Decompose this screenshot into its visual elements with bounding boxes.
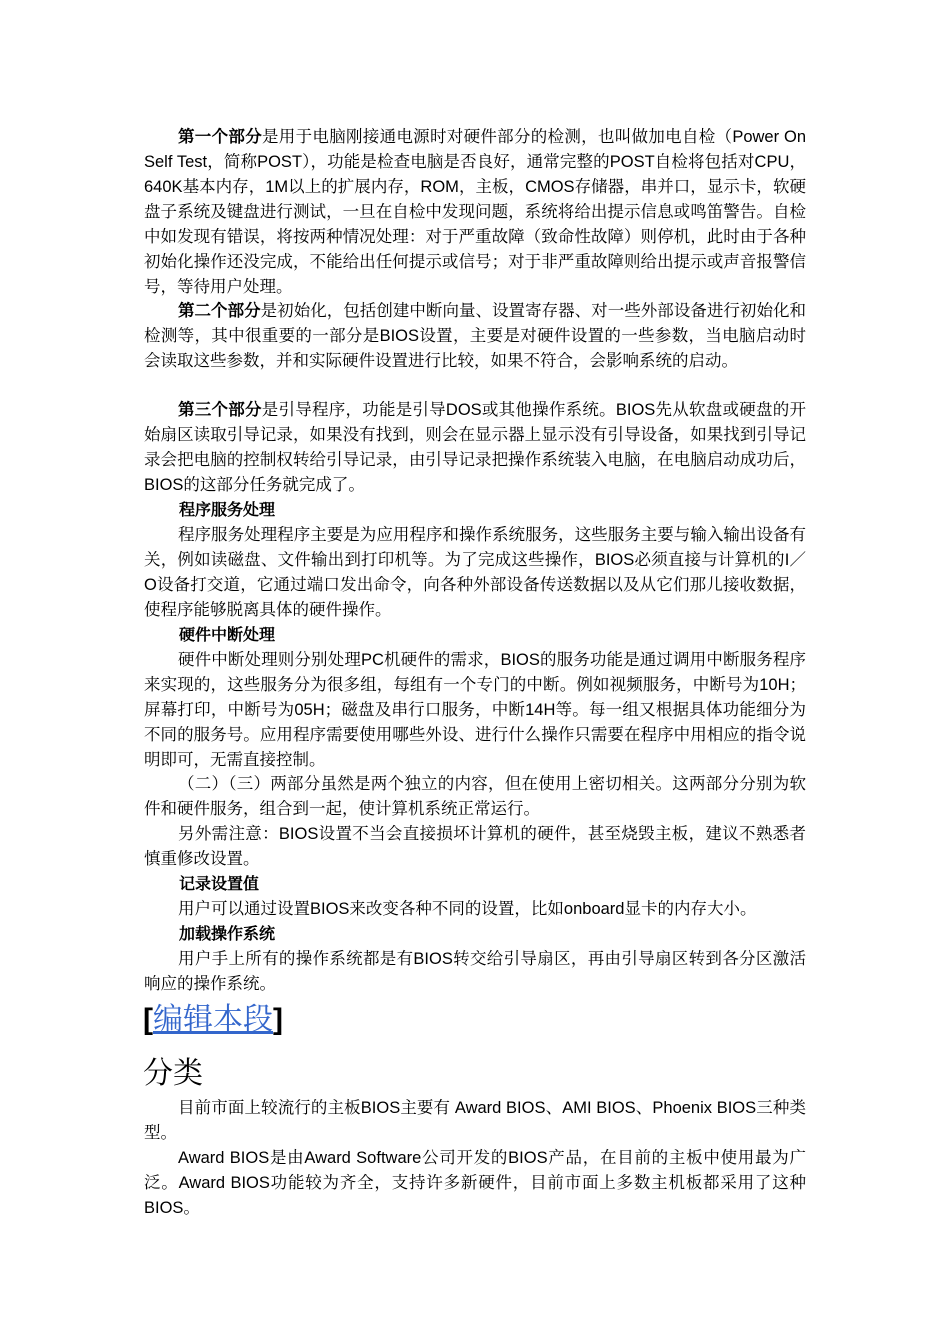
paragraph-combined: （二）（三）两部分虽然是两个独立的内容，但在使用上密切相关。这两部分分别为软件和硬件服务，组合到一起，使计算机系统正常运行。 [144, 775, 806, 818]
paragraph-load-os: 用户手上所有的操作系统都是有BIOS转交给引导扇区，再由引导扇区转到各分区激活响应的操作系统。 [144, 950, 806, 993]
edit-section [143, 1000, 283, 1040]
paragraph-text: 是用于电脑刚接通电源时对硬件部分的检测，也叫做加电自检（Power On Self Test，简称POST），功能是检查电脑是否良好，通常完整的POST自检将包括对CPU，640K基本内存，1M以上的扩展内存，ROM，主板，CMOS存储器，串并口，显示卡，软硬盘子系统及键盘进行测试，一旦在自检中发现问题，系统将给出提示信息或鸣笛警告。自检中如发现有错误，将按两种情况处理：对于严重故障（致命性故障）则停机，此时由于各种初始化操作还没完成，不能给出任何提示或信号；对于非严重故障则给出提示或声音报警信号，等待用户处理。 [144, 128, 806, 296]
paragraph-bios-types: 目前市面上较流行的主板BIOS主要有 Award BIOS、AMI BIOS、Phoenix BIOS三种类型。 [144, 1099, 806, 1142]
paragraph-text: 是引导程序，功能是引导DOS或其他操作系统。BIOS先从软盘或硬盘的开始扇区读取引导记录，如果没有找到，则会在显示器上显示没有引导设备，如果找到引导记录会把电脑的控制权转给引导记录，由引导记录把操作系统装入电脑，在电脑启动成功后，BIOS的这部分任务就完成了。 [144, 401, 807, 494]
paragraph-record-settings: 用户可以通过设置BIOS来改变各种不同的设置，比如onboard显卡的内存大小。 [178, 900, 757, 918]
subheading-load-os: 加载操作系统 [179, 926, 276, 943]
paragraph-boot [144, 398, 806, 498]
paragraph-lead: 第三个部分 [178, 401, 262, 419]
subheading-record-settings: 记录设置值 [179, 876, 260, 893]
paragraph-post [144, 125, 806, 300]
paragraph-warning: 另外需注意：BIOS设置不当会直接损坏计算机的硬件，甚至烧毁主板，建议不熟悉者慎重修改设置。 [144, 825, 806, 868]
edit-section-link[interactable]: 编辑本段 [153, 1003, 273, 1036]
edit-bracket-close: ] [273, 1003, 283, 1036]
section-title: 分类 [143, 1057, 203, 1090]
edit-bracket-open: [ [143, 1003, 153, 1036]
paragraph-hardware-interrupt: 硬件中断处理则分别处理PC机硬件的需求，BIOS的服务功能是通过调用中断服务程序来实现的，这些服务分为很多组，每组有一个专门的中断。例如视频服务，中断号为10H；屏幕打印，中断号为05H；磁盘及串行口服务，中断14H等。每一组又根据具体功能细分为不同的服务号。应用程序需要使用哪些外设、进行什么操作只需要在程序中用相应的指令说明即可，无需直接控制。 [144, 651, 806, 769]
paragraph-lead: 第一个部分 [178, 128, 262, 146]
subheading-program-service: 程序服务处理 [179, 502, 276, 519]
paragraph-award-bios: Award BIOS是由Award Software公司开发的BIOS产品，在目前的主板中使用最为广泛。Award BIOS功能较为齐全，支持许多新硬件，目前市面上多数主机板都采用了这种BIOS。 [144, 1149, 806, 1217]
subheading-hardware-interrupt: 硬件中断处理 [179, 627, 276, 644]
paragraph-program-service: 程序服务处理程序主要是为应用程序和操作系统服务，这些服务主要与输入输出设备有关，例如读磁盘、文件输出到打印机等。为了完成这些操作，BIOS必须直接与计算机的I／O设备打交道，它通过端口发出命令，向各种外部设备传送数据以及从它们那儿接收数据，使程序能够脱离具体的硬件操作。 [144, 526, 806, 619]
paragraph-text: 是初始化，包括创建中断向量、设置寄存器、对一些外部设备进行初始化和检测等，其中很重要的一部分是BIOS设置，主要是对硬件设置的一些参数，当电脑启动时会读取这些参数，并和实际硬件设置进行比较，如果不符合，会影响系统的启动。 [144, 302, 807, 370]
paragraph-lead: 第二个部分 [178, 302, 261, 320]
paragraph-init [144, 299, 806, 374]
